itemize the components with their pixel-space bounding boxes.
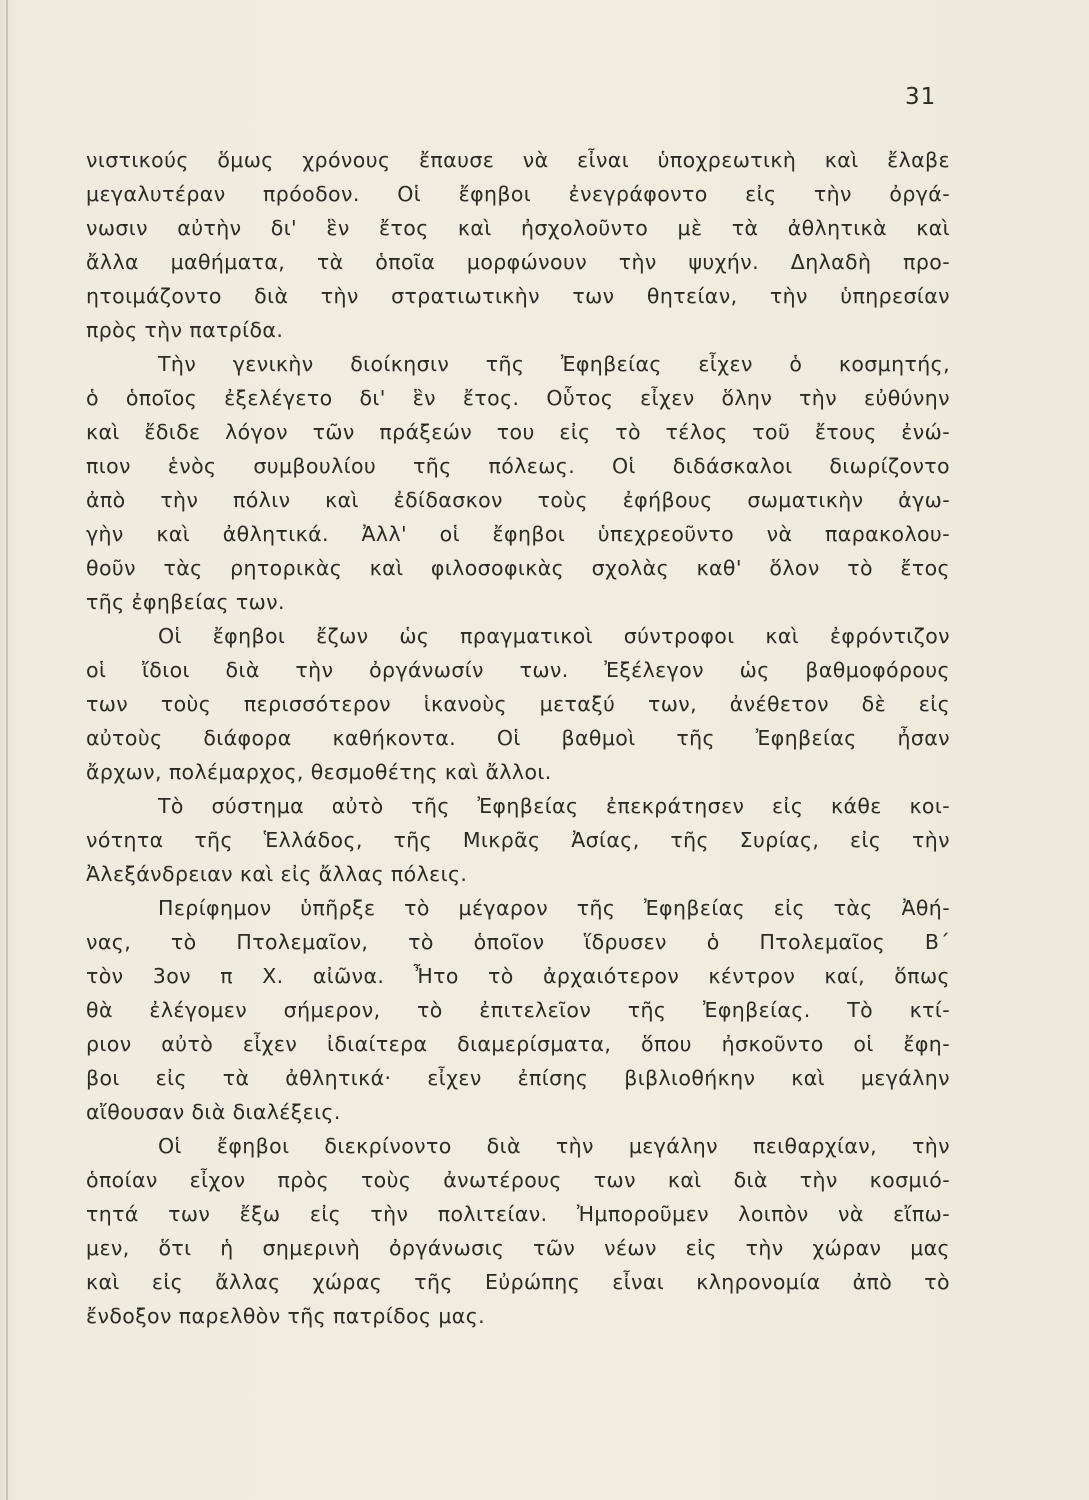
- text-line: ητοιμάζοντο διὰ τὴν στρατιωτικὴν των θητείαν, τὴν ὑπηρεσίαν: [86, 284, 950, 308]
- text-line: καὶ εἰς ἄλλας χώρας τῆς Εὐρώπης εἶναι κληρονομία ἀπὸ τὸ: [86, 1270, 950, 1294]
- text-line: πρὸς τὴν πατρίδα.: [86, 318, 284, 342]
- text-line: αἴθουσαν διὰ διαλέξεις.: [86, 1100, 341, 1124]
- page-binding-edge: [6, 0, 8, 1500]
- paragraph-first-line: Τὸ σύστημα αὐτὸ τῆς Ἐφηβείας ἐπεκράτησεν εἰς κάθε κοι-: [158, 794, 950, 818]
- text-line: γὴν καὶ ἀθλητικά. Ἀλλ' οἱ ἔφηβοι ὑπεχρεοῦντο νὰ παρακολου-: [86, 522, 950, 546]
- text-line: οἱ ἴδιοι διὰ τὴν ὀργάνωσίν των. Ἐξέλεγον ὡς βαθμοφόρους: [86, 658, 950, 682]
- text-line: Ἀλεξάνδρειαν καὶ εἰς ἄλλας πόλεις.: [86, 862, 468, 886]
- text-line: μεν, ὅτι ἡ σημερινὴ ὀργάνωσις τῶν νέων εἰς τὴν χώραν μας: [86, 1236, 950, 1260]
- text-line: ἄλλα μαθήματα, τὰ ὁποῖα μορφώνουν τὴν ψυχήν. Δηλαδὴ προ-: [86, 250, 950, 274]
- text-line: βοι εἰς τὰ ἀθλητικά· εἶχεν ἐπίσης βιβλιοθήκην καὶ μεγάλην: [86, 1066, 950, 1090]
- text-line: ἔνδοξον παρελθὸν τῆς πατρίδος μας.: [86, 1304, 486, 1328]
- text-line: τητά των ἔξω εἰς τὴν πολιτείαν. Ἠμποροῦμεν λοιπὸν νὰ εἴπω-: [86, 1202, 950, 1226]
- text-line: ὁ ὁποῖος ἐξελέγετο δι' ἓν ἔτος. Οὗτος εἶχεν ὅλην τὴν εὐθύνην: [86, 386, 950, 410]
- text-line: καὶ ἔδιδε λόγον τῶν πράξεών του εἰς τὸ τέλος τοῦ ἔτους ἐνώ-: [86, 420, 950, 444]
- text-line: νωσιν αὐτὴν δι' ἓν ἔτος καὶ ἠσχολοῦντο μὲ τὰ ἀθλητικὰ καὶ: [86, 216, 950, 240]
- text-line: νότητα τῆς Ἑλλάδος, τῆς Μικρᾶς Ἀσίας, τῆς Συρίας, εἰς τὴν: [86, 828, 950, 852]
- text-line: ὁποίαν εἶχον πρὸς τοὺς ἀνωτέρους των καὶ διὰ τὴν κοσμιό-: [86, 1168, 950, 1192]
- text-line: ἄρχων, πολέμαρχος, θεσμοθέτης καὶ ἄλλοι.: [86, 760, 552, 784]
- text-line: πιον ἑνὸς συμβουλίου τῆς πόλεως. Οἱ διδάσκαλοι διωρίζοντο: [86, 454, 950, 478]
- paragraph-first-line: Οἱ ἔφηβοι διεκρίνοντο διὰ τὴν μεγάλην πειθαρχίαν, τὴν: [158, 1134, 950, 1158]
- page-number: 31: [905, 84, 937, 110]
- text-line: τῆς ἐφηβείας των.: [86, 590, 285, 614]
- text-line: νας, τὸ Πτολεμαῖον, τὸ ὁποῖον ἵδρυσεν ὁ Πτολεμαῖος Β´: [86, 930, 950, 954]
- text-line: θὰ ἐλέγομεν σήμερον, τὸ ἐπιτελεῖον τῆς Ἐφηβείας. Τὸ κτί-: [86, 998, 950, 1022]
- text-line: νιστικούς ὅμως χρόνους ἔπαυσε νὰ εἶναι ὑποχρεωτικὴ καὶ ἔλαβε: [86, 148, 950, 172]
- text-line: ριον αὐτὸ εἶχεν ἰδιαίτερα διαμερίσματα, ὅπου ἠσκοῦντο οἱ ἔφη-: [86, 1032, 950, 1056]
- text-line: θοῦν τὰς ρητορικὰς καὶ φιλοσοφικὰς σχολὰς καθ' ὅλον τὸ ἔτος: [86, 556, 950, 580]
- text-line: των τοὺς περισσότερον ἱκανοὺς μεταξύ των, ἀνέθετον δὲ εἰς: [86, 692, 950, 716]
- paragraph-first-line: Περίφημον ὑπῆρξε τὸ μέγαρον τῆς Ἐφηβείας εἰς τὰς Ἀθή-: [158, 896, 950, 920]
- text-line: μεγαλυτέραν πρόοδον. Οἱ ἔφηβοι ἐνεγράφοντο εἰς τὴν ὀργά-: [86, 182, 950, 206]
- text-line: τὸν 3ον π Χ. αἰῶνα. Ἦτο τὸ ἀρχαιότερον κέντρον καί, ὅπως: [86, 964, 950, 988]
- text-line: αὐτοὺς διάφορα καθήκοντα. Οἱ βαθμοὶ τῆς Ἐφηβείας ἦσαν: [86, 726, 950, 750]
- paragraph-first-line: Οἱ ἔφηβοι ἔζων ὡς πραγματικοὶ σύντροφοι καὶ ἐφρόντιζον: [158, 624, 950, 648]
- paragraph-first-line: Τὴν γενικὴν διοίκησιν τῆς Ἐφηβείας εἶχεν ὁ κοσμητής,: [158, 352, 950, 376]
- text-line: ἀπὸ τὴν πόλιν καὶ ἐδίδασκον τοὺς ἐφήβους σωματικὴν ἀγω-: [86, 488, 950, 512]
